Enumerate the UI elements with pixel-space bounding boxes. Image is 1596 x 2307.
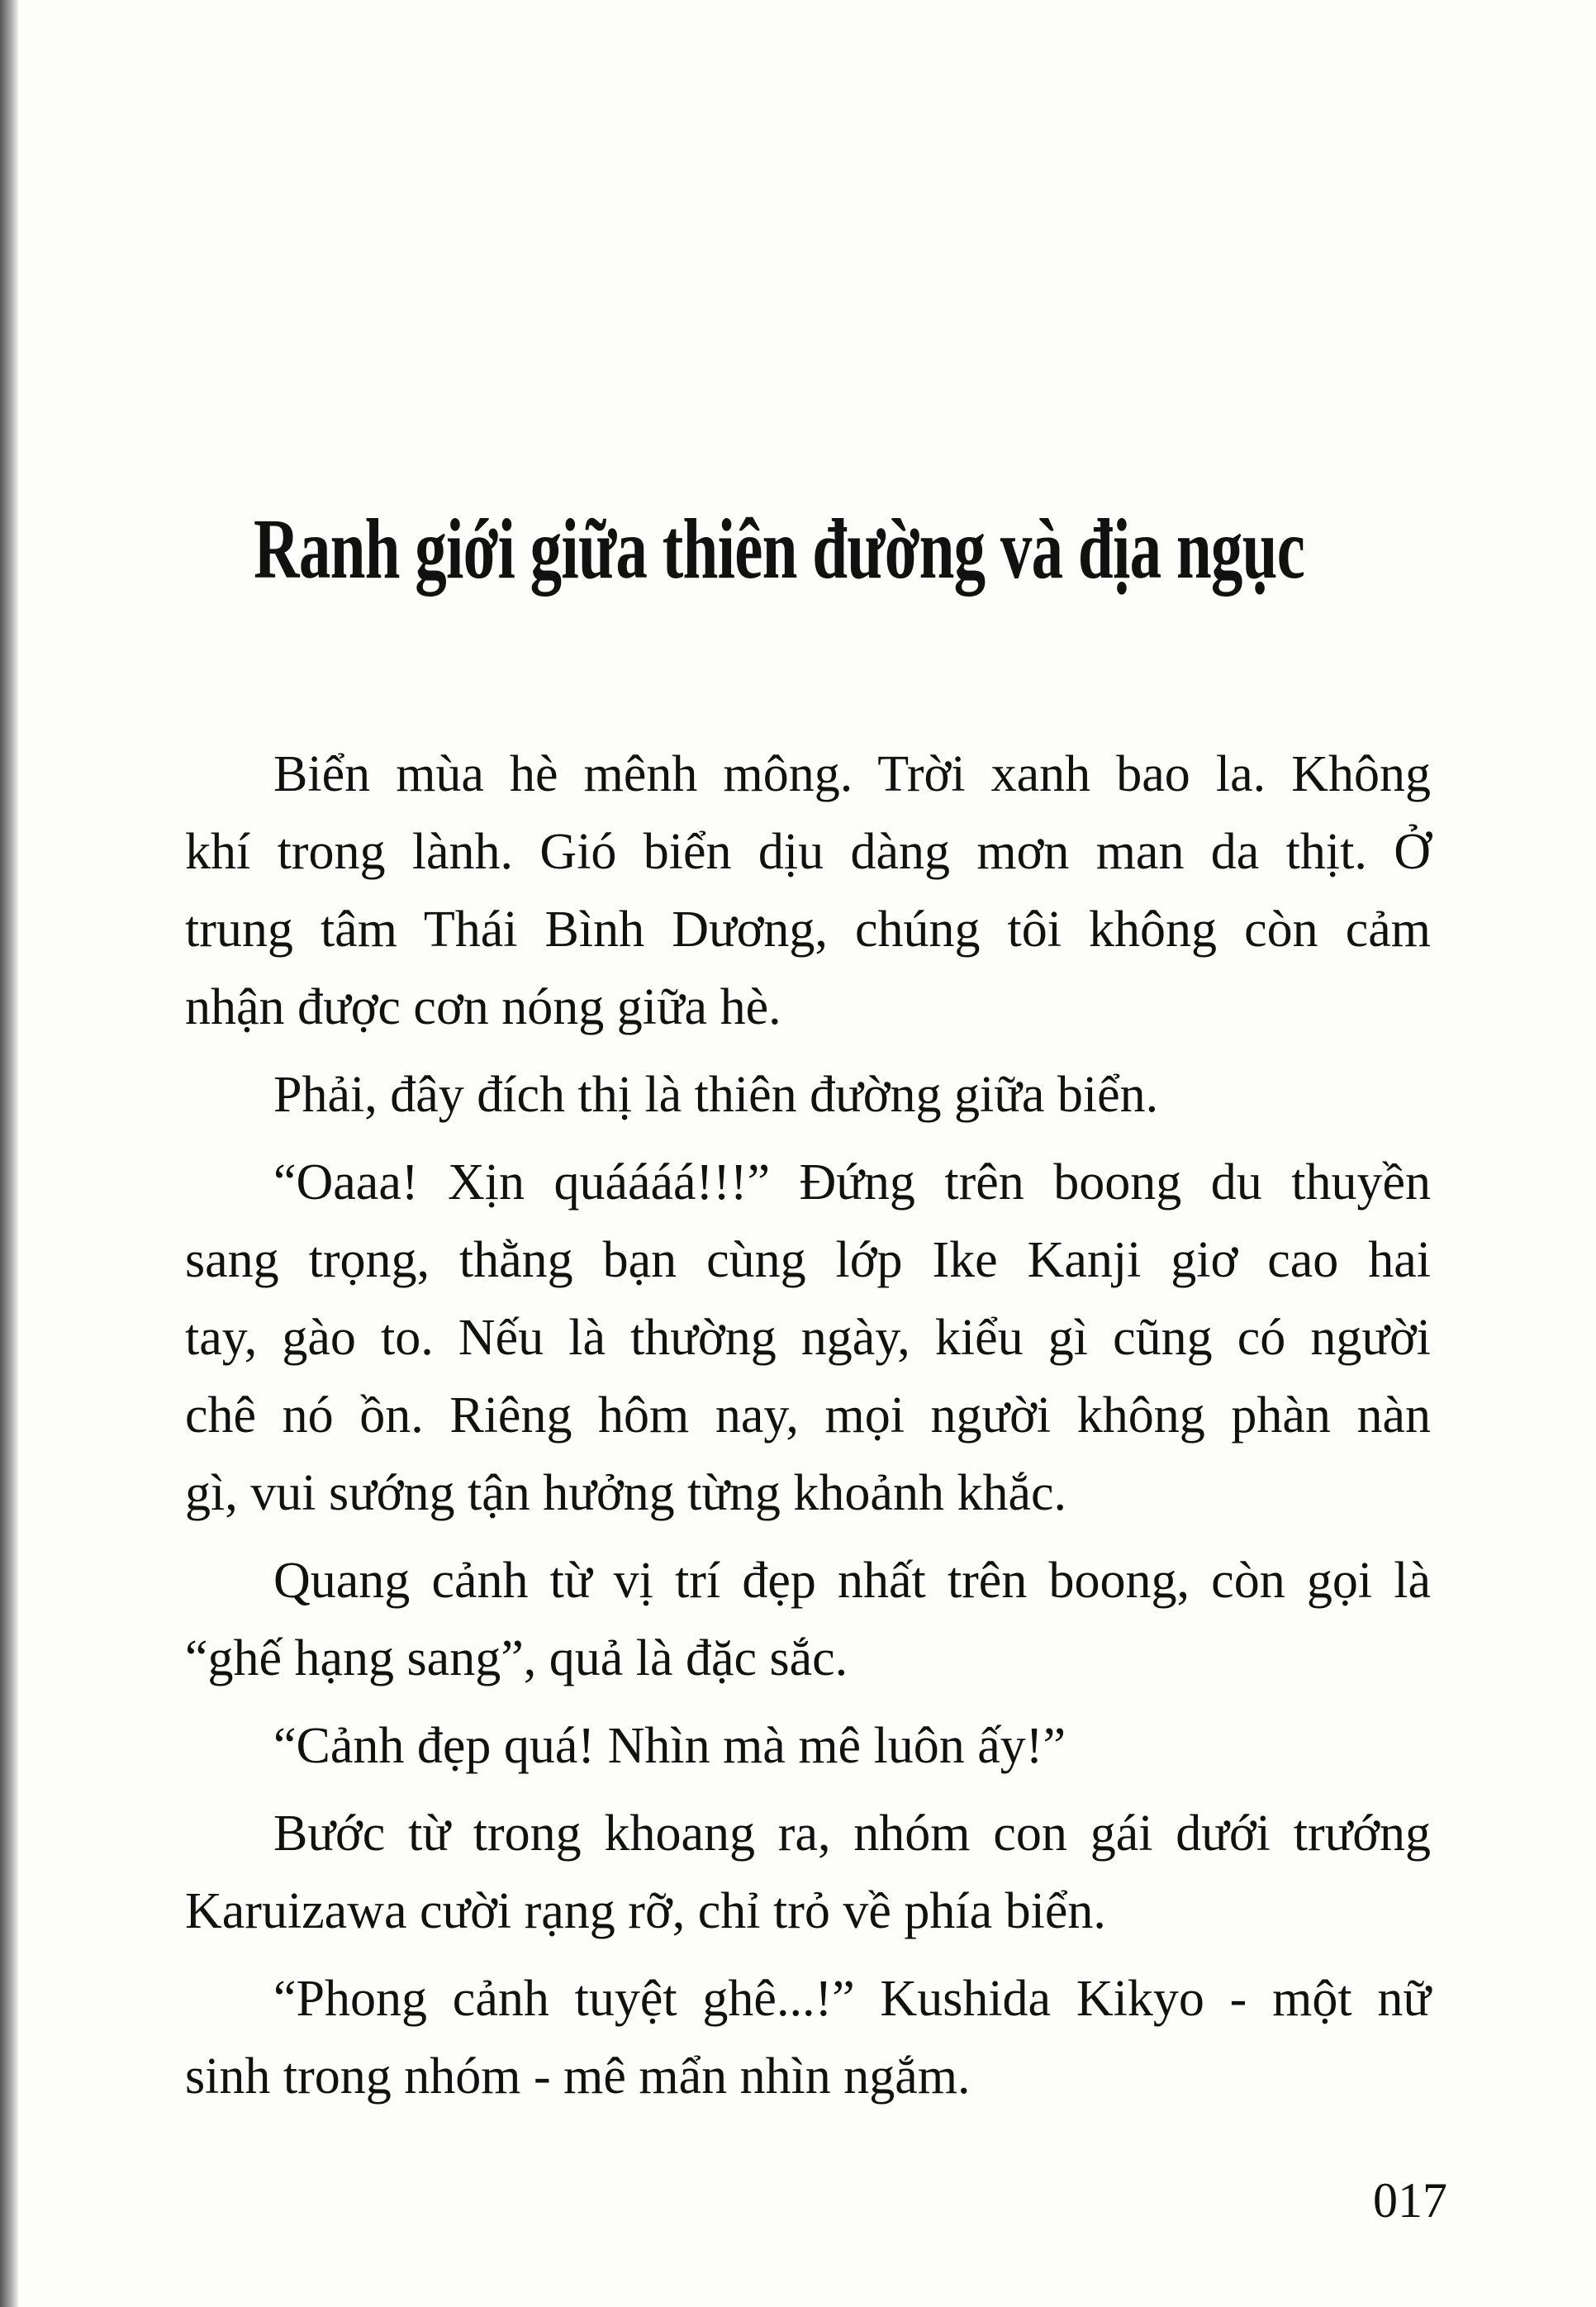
text-line: Bước từ trong khoang ra, nhóm con gái dưới trướng [273, 1805, 1431, 1862]
text-line: Quang cảnh từ vị trí đẹp nhất trên boong, còn gọi là [273, 1553, 1431, 1609]
text-line: “Cảnh đẹp quá! Nhìn mà mê luôn ấy!” [273, 1718, 1066, 1774]
text-line: sang trọng, thằng bạn cùng lớp Ike Kanji giơ cao hai [185, 1232, 1431, 1288]
text-line: Karuizawa cười rạng rỡ, chỉ trỏ về phía biển. [185, 1883, 1106, 1939]
text-line: trung tâm Thái Bình Dương, chúng tôi không còn cảm [185, 901, 1431, 958]
paragraph [185, 1056, 1431, 1134]
text-line: nhận được cơn nóng giữa hè. [185, 979, 781, 1035]
chapter-title-text: Ranh giới giữa thiên đường và địa ngục [254, 502, 1305, 597]
text-line: Phải, đây đích thị là thiên đường giữa biển. [273, 1067, 1159, 1123]
text-line: khí trong lành. Gió biển dịu dàng mơn man da thịt. Ở [185, 824, 1431, 880]
paragraph [185, 735, 1431, 1046]
text-line: “ghế hạng sang”, quả là đặc sắc. [185, 1630, 848, 1686]
chapter-title [254, 496, 1345, 603]
text-line: chê nó ồn. Riêng hôm nay, mọi người không phàn nàn [185, 1387, 1431, 1444]
paragraph [185, 1795, 1431, 1950]
text-line: Biển mùa hè mênh mông. Trời xanh bao la. Không [273, 746, 1431, 802]
text-line: “Phong cảnh tuyệt ghê...!” Kushida Kikyo - một nữ [273, 1971, 1431, 2027]
page-number: 017 [1373, 2173, 1447, 2228]
text-line: sinh trong nhóm - mê mẩn nhìn ngắm. [185, 2048, 971, 2105]
paragraph [185, 1144, 1431, 1532]
body-text [185, 735, 1431, 2125]
text-line: tay, gào to. Nếu là thường ngày, kiểu gì cũng có người [185, 1310, 1431, 1366]
paragraph [185, 1707, 1431, 1785]
text-line: gì, vui sướng tận hưởng từng khoảnh khắc. [185, 1465, 1066, 1521]
paragraph [185, 1542, 1431, 1697]
paragraph [185, 1960, 1431, 2115]
page-binding-edge [0, 0, 18, 2307]
text-line: “Oaaa! Xịn quáááá!!!” Đứng trên boong du thuyền [273, 1154, 1431, 1211]
